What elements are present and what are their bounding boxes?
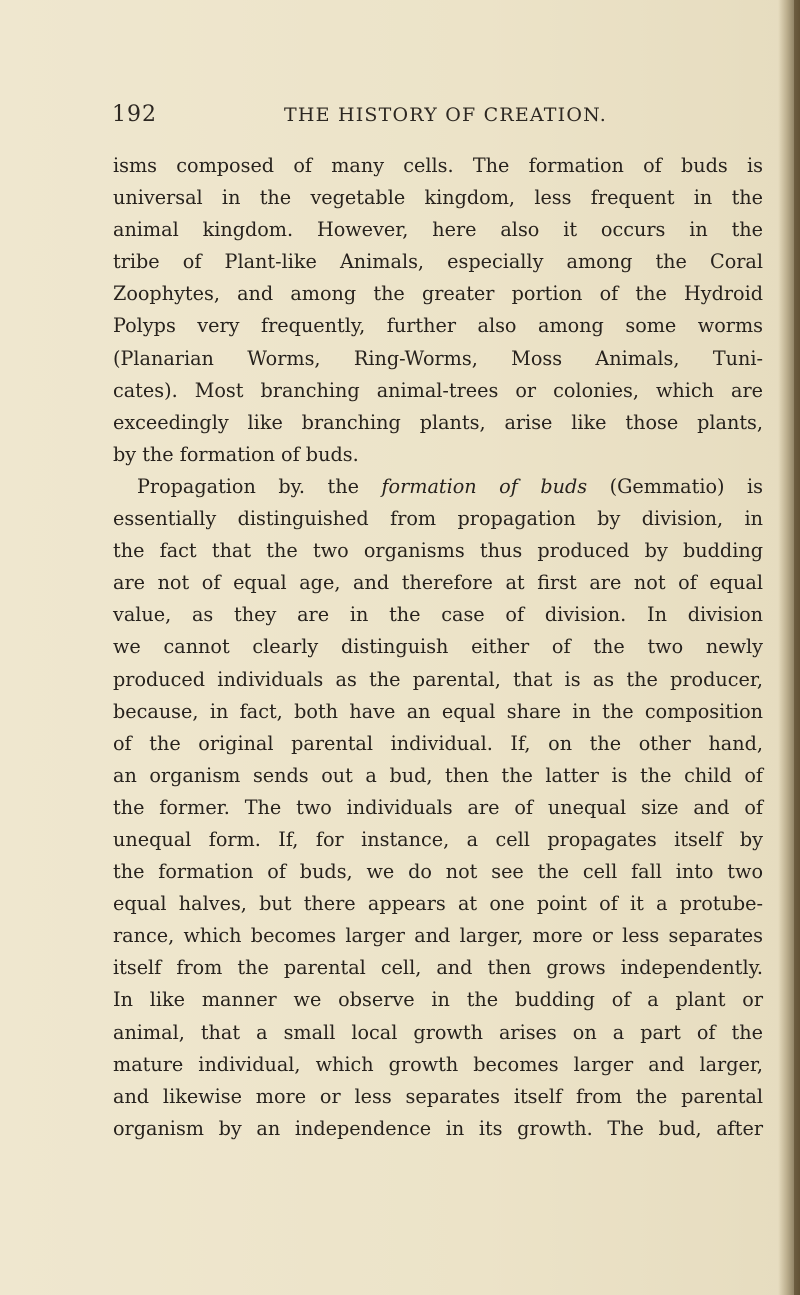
text-segment: (Gemmatio) is (587, 474, 763, 498)
page-header (112, 102, 712, 132)
page-number: 192 (112, 102, 157, 127)
text-line: animal kingdom. However, here also it occurs in the (113, 218, 763, 242)
text-line: itself from the parental cell, and then grows independently. (113, 956, 763, 980)
text-line: mature individual, which growth becomes larger and larger, (113, 1052, 763, 1076)
text-line: the fact that the two organisms thus produced by budding (113, 539, 763, 563)
text-line: are not of equal age, and therefore at first are not of equal (113, 571, 763, 595)
page-binding-edge (794, 0, 800, 1295)
text-line: tribe of Plant-like Animals, especially among the Coral (113, 250, 763, 274)
text-line: the former. The two individuals are of unequal size and of (113, 795, 763, 819)
text-line: by the formation of buds. (113, 442, 359, 466)
text-line: universal in the vegetable kingdom, less frequent in the (113, 186, 763, 210)
italic-term: formation of buds (381, 474, 588, 498)
text-line: cates). Most branching animal-trees or colonies, which are (113, 378, 763, 402)
text-line: produced individuals as the parental, that is as the producer, (113, 667, 763, 691)
text-line: unequal form. If, for instance, a cell propagates itself by (113, 827, 763, 851)
text-line: an organism sends out a bud, then the latter is the child of (113, 763, 763, 787)
text-line: Zoophytes, and among the greater portion of the Hydroid (113, 282, 763, 306)
text-line: because, in fact, both have an equal share in the composition (113, 699, 763, 723)
running-head: THE HISTORY OF CREATION. (284, 104, 607, 126)
text-line: animal, that a small local growth arises on a part of the (113, 1020, 763, 1044)
text-line: and likewise more or less separates itself from the parental (113, 1084, 763, 1108)
text-line: essentially distinguished from propagation by division, in (113, 507, 763, 531)
text-line: organism by an independence in its growth. The bud, after (113, 1116, 763, 1140)
text-line: of the original parental individual. If, on the other hand, (113, 731, 763, 755)
text-line: value, as they are in the case of division. In division (113, 603, 763, 627)
text-line: In like manner we observe in the budding of a plant or (113, 988, 763, 1012)
body-text (113, 150, 763, 1145)
text-line: isms composed of many cells. The formation of buds is (113, 154, 763, 177)
text-line: Polyps very frequently, further also among some worms (113, 314, 763, 338)
text-line: the formation of buds, we do not see the cell fall into two (113, 860, 763, 884)
text-segment: Propagation by. the (137, 474, 382, 498)
text-line: (Planarian Worms, Ring-Worms, Moss Animals, Tuni- (113, 346, 763, 370)
text-line: rance, which becomes larger and larger, more or less separates (113, 924, 763, 948)
text-line: exceedingly like branching plants, arise like those plants, (113, 410, 763, 434)
text-line: equal halves, but there appears at one point of it a protube- (113, 892, 763, 916)
text-line: we cannot clearly distinguish either of the two newly (113, 635, 763, 659)
text-line-paragraph-start (113, 471, 763, 503)
